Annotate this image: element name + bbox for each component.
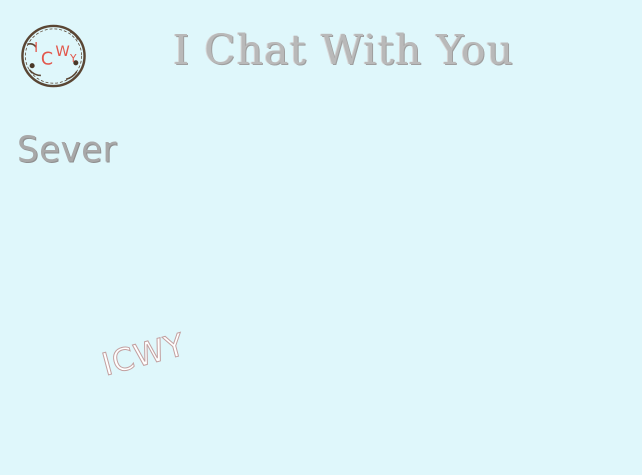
logo-letter-i: I bbox=[34, 40, 39, 57]
watermark-text: ICWY bbox=[98, 326, 190, 384]
server-section-label: Sever bbox=[17, 129, 118, 171]
app-logo bbox=[19, 23, 88, 89]
logo-letter-w: W bbox=[55, 43, 70, 60]
app-title: I Chat With You bbox=[173, 26, 514, 74]
icwy-logo-icon bbox=[19, 23, 88, 89]
logo-letter-y: Y bbox=[70, 51, 77, 65]
logo-letter-c: C bbox=[40, 49, 54, 70]
